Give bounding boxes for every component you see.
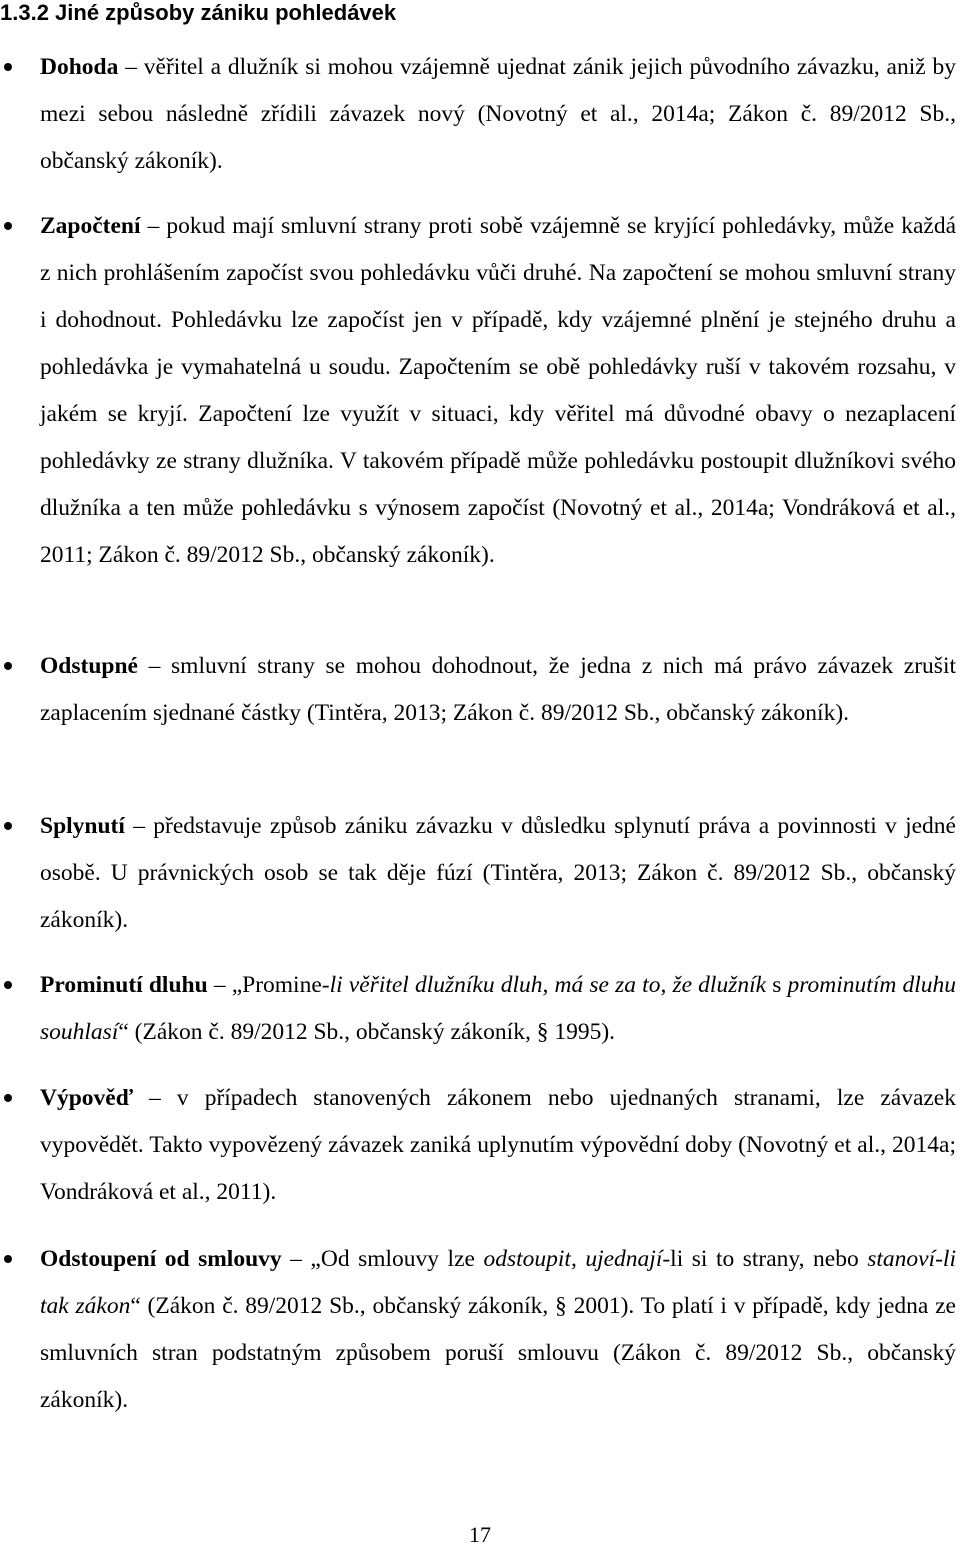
quoted-text: li věřitel dlužníku dluh, má se za to, že dlužník xyxy=(329,972,767,998)
quoted-text: prominutím dluhu souhlasí xyxy=(40,972,956,1045)
citation: “ (Zákon č. 89/2012 Sb., občanský zákoník, § 2001). To platí i v případě, kdy jedna ze smluvních stran podstatným způsobem poruší smlouvu (Zákon č. 89/2012 Sb., občanský zákoník). xyxy=(40,1293,956,1413)
definition: – „Promine- xyxy=(207,972,330,998)
term: Odstupné xyxy=(40,653,138,679)
term: Započtení xyxy=(40,213,141,239)
definition-continued: -li si to strany, nebo xyxy=(662,1246,868,1272)
list-item-prominuti-dluhu xyxy=(40,962,956,1056)
term: Odstoupení od smlouvy xyxy=(40,1246,282,1272)
definition: – věřitel a dlužník si mohou vzájemně ujednat zánik jejich původního závazku, aniž by mezi sebou následně zřídili závazek nový (Novotný et al., 2014a; Zákon č. 89/2012 Sb., občanský zákoník). xyxy=(40,54,956,174)
list-item-dohoda xyxy=(40,44,956,185)
list-item-odstoupeni-od-smlouvy xyxy=(40,1236,956,1424)
list-item-vypoved xyxy=(40,1075,956,1216)
term: Výpověď xyxy=(40,1085,133,1111)
term: Dohoda xyxy=(40,54,119,80)
citation: “ (Zákon č. 89/2012 Sb., občanský zákoník, § 1995). xyxy=(118,1019,616,1045)
quoted-text: stanoví-li tak zákon xyxy=(40,1246,956,1319)
section-heading: 1.3.2 Jiné způsoby zániku pohledávek xyxy=(0,0,397,25)
page-number: 17 xyxy=(469,1522,491,1547)
list-item-zapocteni xyxy=(40,203,956,579)
definition: – v případech stanovených zákonem nebo ujednaných stranami, lze závazek vypovědět. Takto vypovězený závazek zaniká uplynutím výpovědní doby (Novotný et al., 2014a; Vondráková et al., 2011). xyxy=(40,1085,956,1205)
term: Prominutí dluhu xyxy=(40,972,208,998)
definition: – „Od smlouvy lze xyxy=(281,1246,484,1272)
term: Splynutí xyxy=(40,813,125,839)
list-item-splynuti xyxy=(40,803,956,944)
definition: – představuje způsob zániku závazku v důsledku splynutí práva a povinnosti v jedné osobě. U právnických osob se tak děje fúzí (Tintěra, 2013; Zákon č. 89/2012 Sb., občanský zákoník). xyxy=(40,813,956,933)
definition-continued: s xyxy=(766,972,788,998)
definition: – pokud mají smluvní strany proti sobě vzájemně se kryjící pohledávky, může každá z nich prohlášením započíst svou pohledávku vůči druhé. Na započtení se mohou smluvní strany i dohodnout. Pohledávku lze započíst jen v případě, kdy vzájemné plnění je stejného druhu a pohledávka je vymahatelná u soudu. Započtením se obě pohledávky ruší v takovém rozsahu, v jakém se kryjí. Započtení lze využít v situaci, kdy věřitel má důvodné obavy o nezaplacení pohledávky ze strany dlužníka. V takovém případě může pohledávku postoupit dlužníkovi svého dlužníka a ten může pohledávku s výnosem započíst (Novotný et al., 2014a; Vondráková et al., 2011; Zákon č. 89/2012 Sb., občanský zákoník). xyxy=(40,213,956,568)
list-item-odstupne xyxy=(40,643,956,737)
definition: – smluvní strany se mohou dohodnout, že jedna z nich má právo závazek zrušit zaplacením sjednané částky (Tintěra, 2013; Zákon č. 89/2012 Sb., občanský zákoník). xyxy=(40,653,956,726)
quoted-text: odstoupit, ujednají xyxy=(483,1246,663,1272)
